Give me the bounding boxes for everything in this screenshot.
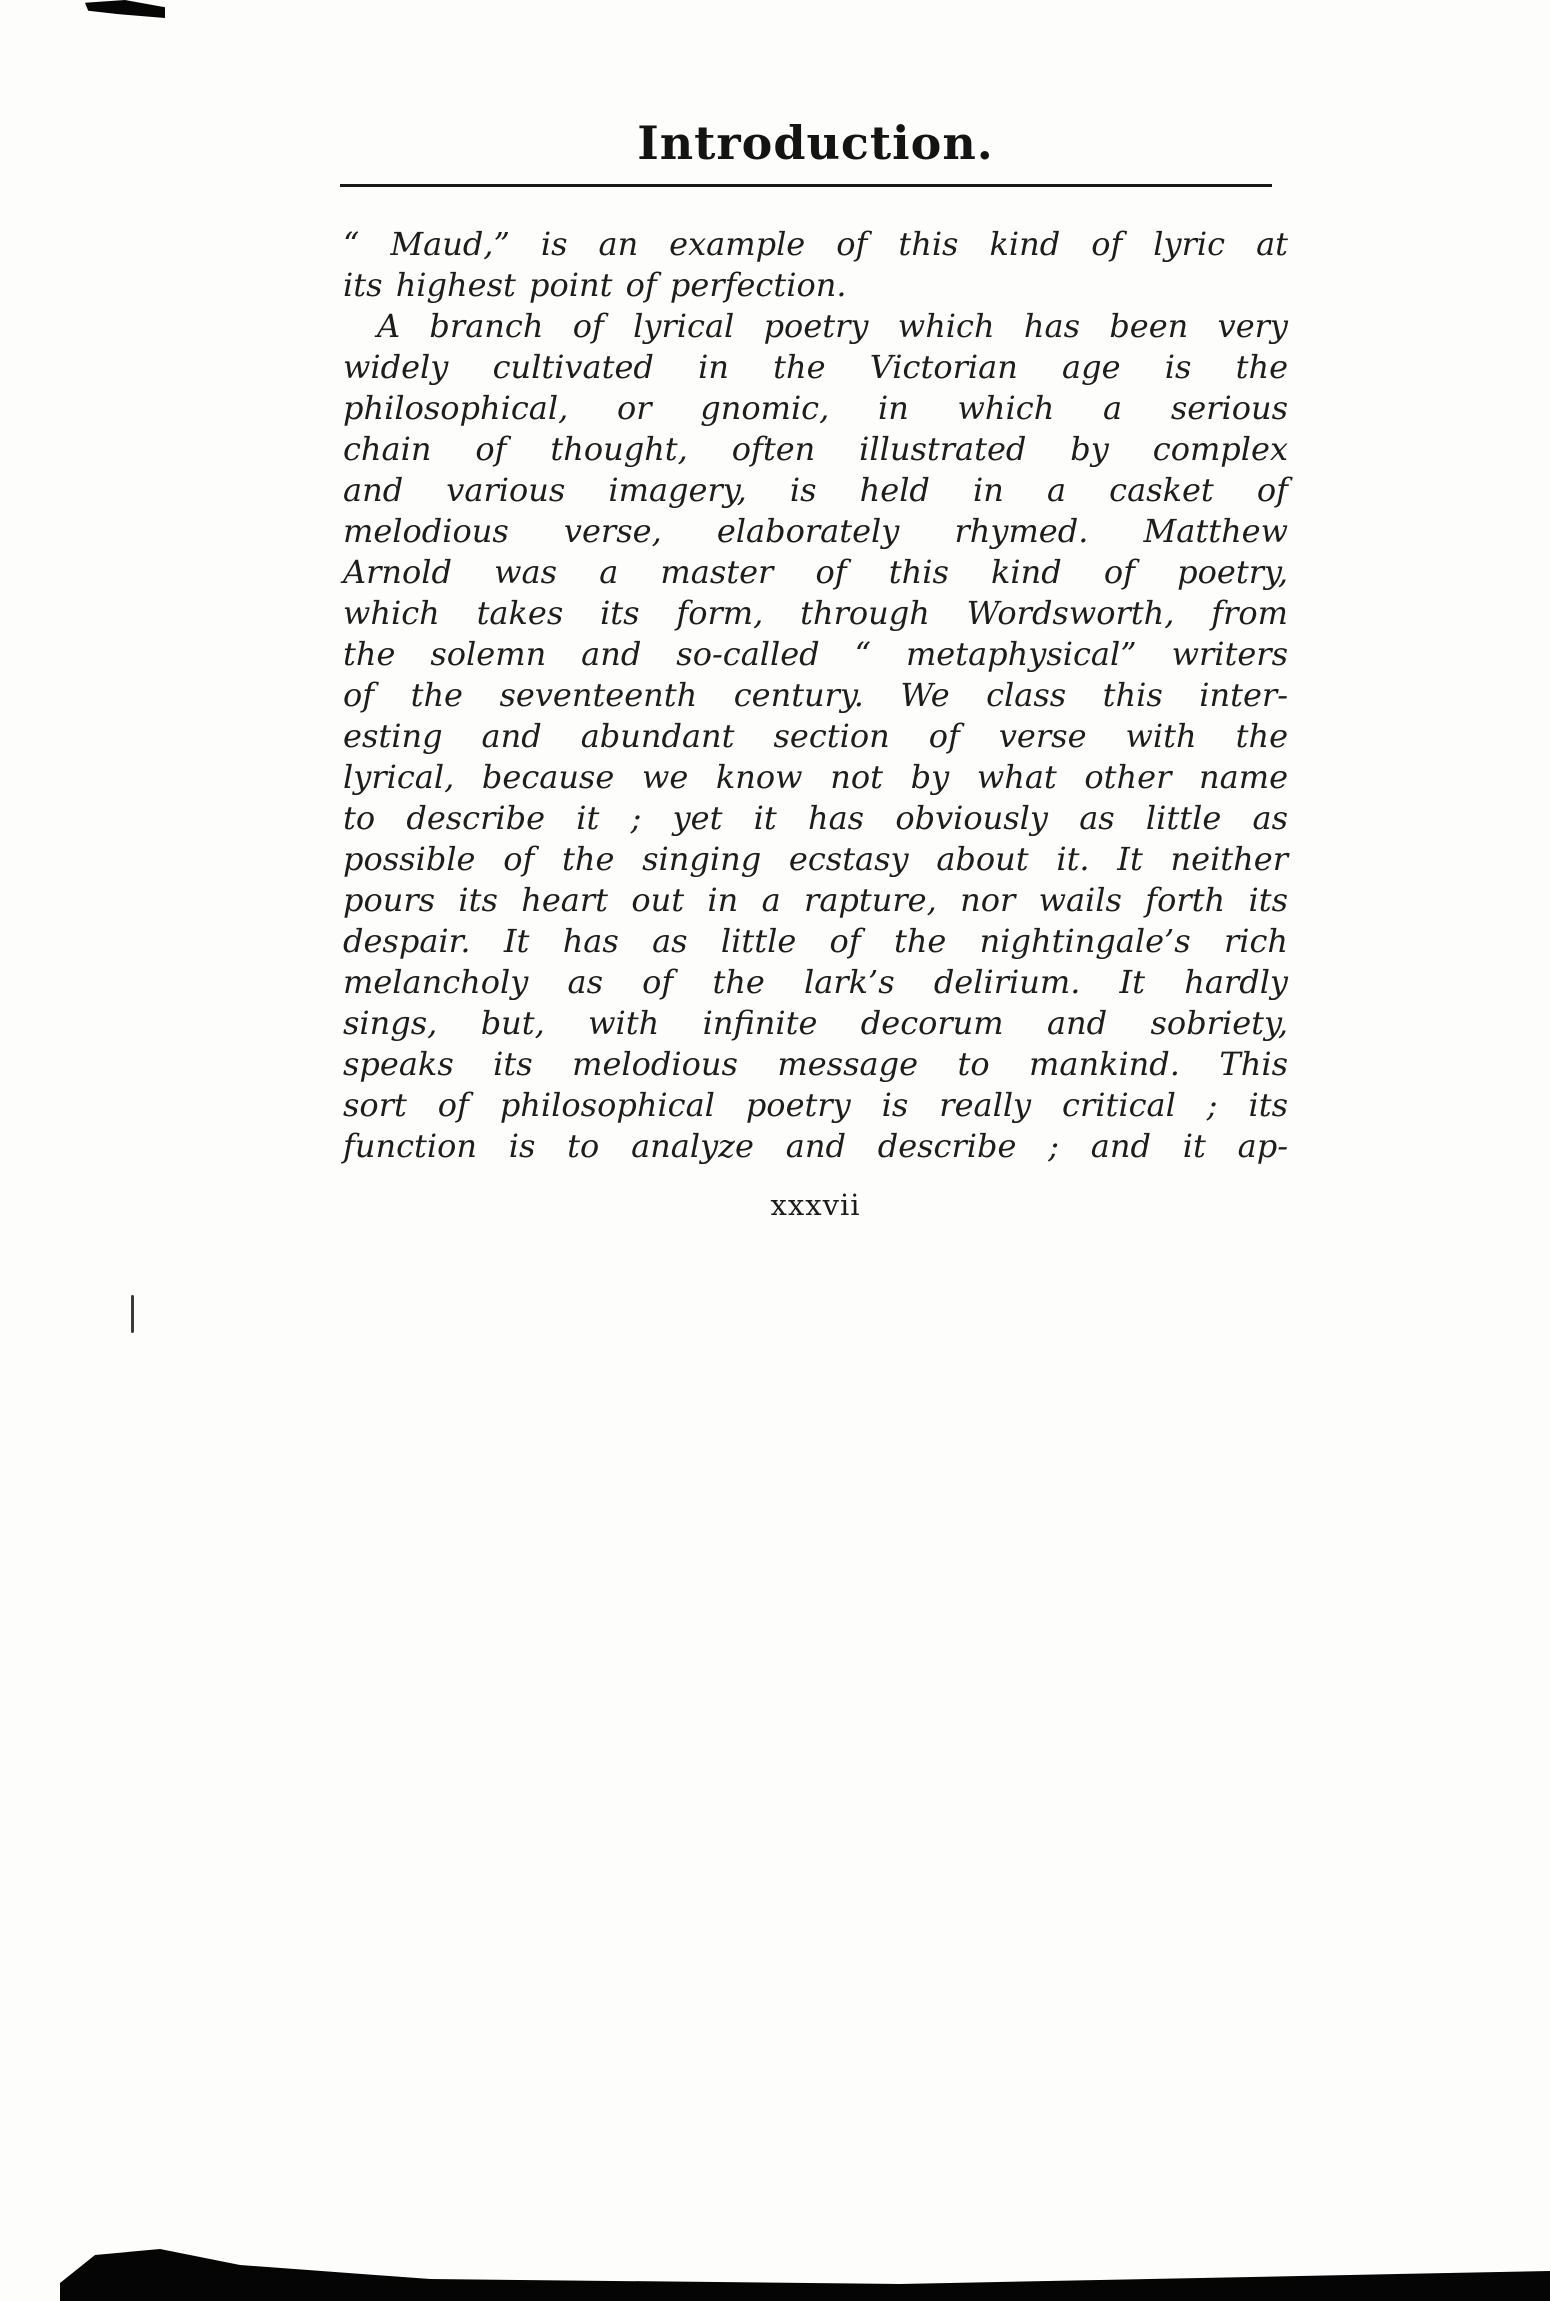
scan-artifact-top-left [85,0,165,18]
text-line: A branch of lyrical poetry which has been very [377,307,1288,345]
page-number: xxxvii [770,1188,861,1222]
text-line: melancholy as of the lark’s delirium. It hardly [343,963,1288,1001]
text-line: despair. It has as little of the nightingale’s rich [343,922,1288,960]
page-title: Introduction. [637,116,994,170]
text-line: chain of thought, often illustrated by complex [343,430,1288,468]
text-line: function is to analyze and describe ; and it ap- [343,1127,1288,1165]
text-line: possible of the singing ecstasy about it. It neither [343,840,1288,878]
pen-mark-artifact [131,1295,134,1333]
text-line: to describe it ; yet it has obviously as little as [343,799,1288,837]
text-line: speaks its melodious message to mankind. This [343,1045,1288,1083]
scan-artifact-bottom [0,2241,1550,2301]
text-line: which takes its form, through Wordsworth, from [343,594,1288,632]
text-line: the solemn and so-called “ metaphysical” writers [343,635,1288,673]
text-line: melodious verse, elaborately rhymed. Matthew [343,512,1288,550]
text-line: esting and abundant section of verse with the [343,717,1288,755]
text-line: lyrical, because we know not by what other name [343,758,1288,796]
text-line: “ Maud,” is an example of this kind of lyric at [343,225,1288,263]
text-line: sort of philosophical poetry is really critical ; its [343,1086,1288,1124]
title-rule [340,184,1272,187]
text-line: and various imagery, is held in a casket of [343,471,1288,509]
text-line: of the seventeenth century. We class this inter- [343,676,1288,714]
text-line: widely cultivated in the Victorian age is the [343,348,1288,386]
text-line: sings, but, with infinite decorum and sobriety, [343,1004,1288,1042]
body-text [343,224,1288,1167]
text-line: philosophical, or gnomic, in which a serious [343,389,1288,427]
text-line: pours its heart out in a rapture, nor wails forth its [343,881,1288,919]
text-line: its highest point of perfection. [343,266,847,304]
text-line: Arnold was a master of this kind of poetry, [343,553,1288,591]
